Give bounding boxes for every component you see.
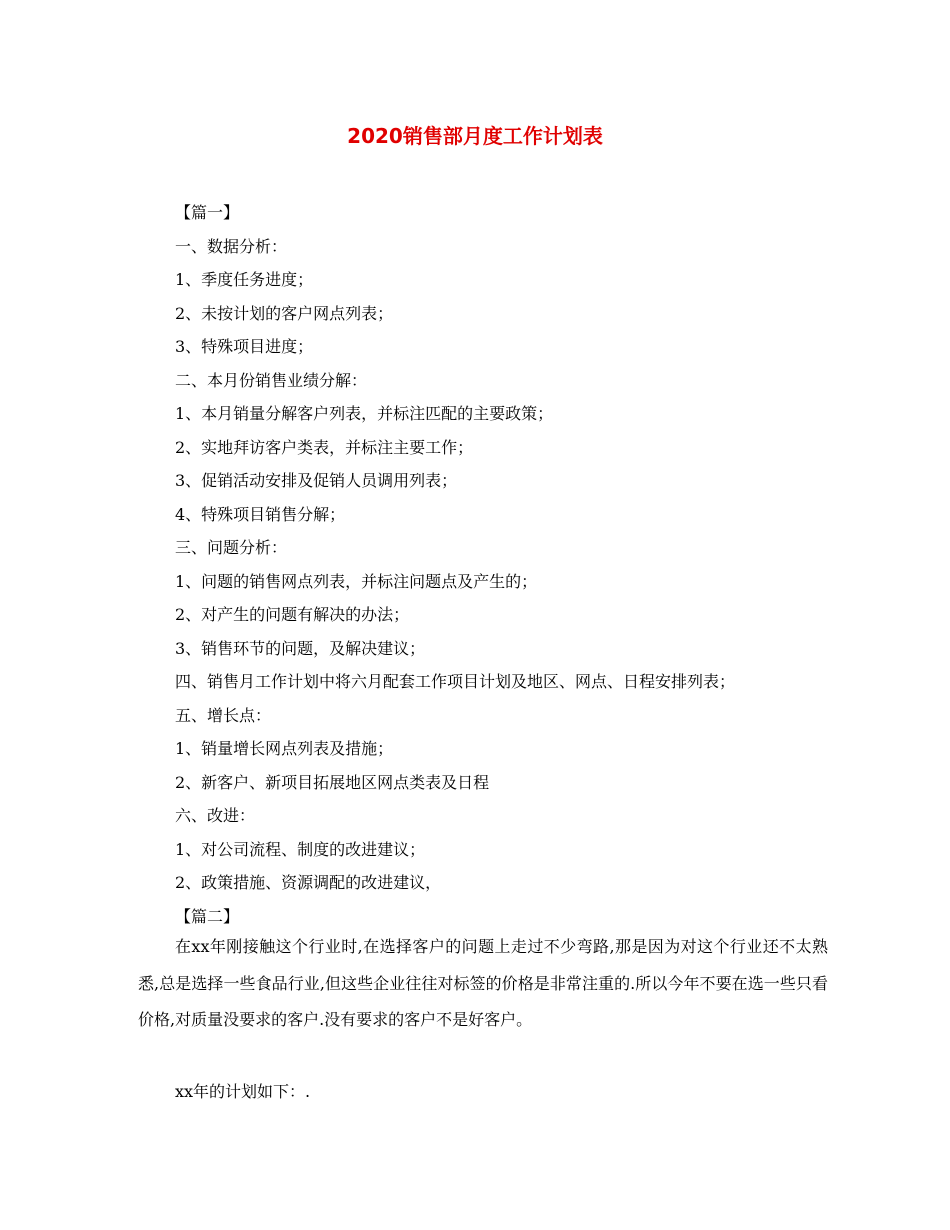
list-item: 4、特殊项目销售分解； [175, 504, 346, 524]
list-item: 3、销售环节的问题，及解决建议； [175, 638, 426, 658]
section-heading-part-two: 【篇二】 [175, 906, 240, 926]
list-item: 1、本月销量分解客户列表，并标注匹配的主要政策； [175, 404, 554, 423]
list-item: 2、政策措施、资源调配的改进建议， [175, 873, 442, 892]
heading-improvements: 六、改进： [175, 806, 256, 825]
heading-problem-analysis: 三、问题分析： [175, 538, 288, 557]
heading-growth-points: 五、增长点： [175, 705, 272, 725]
list-item: 1、问题的销售网点列表，并标注问题点及产生的； [175, 571, 538, 591]
body-paragraph: 在xx年刚接触这个行业时,在选择客户的问题上走过不少弯路,那是因为对这个行业还不太熟悉,总是选择一些食品行业,但这些企业往往对标签的价格是非常注重的.所以今年不要在选一些只看价格,对质量没要求的客户.没有要求的客户不是好客户。 [138, 937, 828, 1029]
list-item: 3、特殊项目进度； [175, 337, 314, 356]
section-heading-part-one: 【篇一】 [175, 203, 240, 222]
list-item: 2、新客户、新项目拓展地区网点类表及日程 [175, 772, 490, 792]
list-item: 1、季度任务进度； [175, 270, 314, 289]
document-title: 2020销售部月度工作计划表 [347, 124, 603, 148]
list-item: 1、销量增长网点列表及措施； [175, 739, 394, 758]
list-item: 2、未按计划的客户网点列表； [175, 303, 394, 323]
plan-intro: xx年的计划如下：. [175, 1082, 311, 1101]
heading-data-analysis: 一、数据分析： [175, 236, 288, 256]
list-item: 1、对公司流程、制度的改进建议； [175, 839, 426, 859]
document-outline [175, 196, 835, 933]
heading-sales-breakdown: 二、本月份销售业绩分解： [175, 370, 368, 390]
list-item: 2、实地拜访客户类表，并标注主要工作； [175, 437, 474, 457]
list-item: 3、促销活动安排及促销人员调用列表； [175, 471, 458, 490]
list-item: 2、对产生的问题有解决的办法； [175, 605, 410, 624]
heading-monthly-plan: 四、销售月工作计划中将六月配套工作项目计划及地区、网点、日程安排列表； [175, 672, 736, 691]
